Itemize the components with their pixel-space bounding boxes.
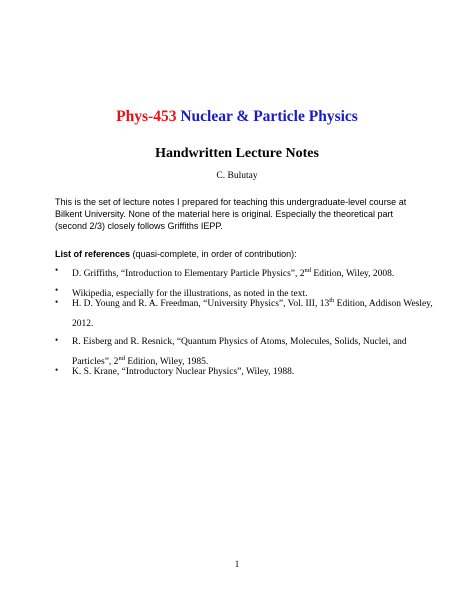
bullet-marker: • [55, 335, 59, 345]
reference-text-part: Edition, Wiley, 2008. [311, 269, 395, 279]
ordinal-superscript: nd [304, 267, 312, 274]
page-number: 1 [234, 559, 240, 569]
document-subtitle: Handwritten Lecture Notes [155, 146, 319, 161]
reference-text-part: Edition, Wiley, 1985. [124, 357, 209, 367]
bullet-marker: • [55, 285, 59, 295]
course-code: Phys-453 [116, 108, 177, 125]
reference-line [72, 264, 424, 284]
reference-text-part: Edition, Addison Wesley, [334, 299, 433, 309]
reference-line: R. Eisberg and R. Resnick, “Quantum Physics of Atoms, Molecules, Solids, Nuclei, and [72, 337, 407, 347]
author-name: C. Bulutay [216, 171, 258, 181]
reference-text-part: H. D. Young and R. A. Freedman, “University Physics”, Vol. III, 13 [72, 299, 330, 309]
reference-text [72, 362, 424, 382]
intro-paragraph: This is the set of lecture notes I prepared for teaching this undergraduate-level course at Bilkent University. None of the material here is original. Especially the theoretical part (second 2/3) closely follows Griffiths IEPP. [55, 197, 407, 231]
reference-text-part: Particles”, 2 [72, 357, 119, 367]
reference-line [72, 294, 433, 314]
course-subject: Nuclear & Particle Physics [180, 108, 358, 125]
reference-line: 2012. [72, 319, 94, 329]
ordinal-superscript: th [329, 297, 335, 304]
references-heading-rest: (quasi-complete, in order of contribution): [130, 249, 297, 259]
reference-text-part: D. Griffiths, “Introduction to Elementary Particle Physics”, 2 [72, 269, 305, 279]
reference-text [72, 264, 424, 284]
references-heading [55, 248, 427, 260]
document-title [0, 108, 474, 126]
reference-line: Wikipedia, especially for the illustrations, as noted in the text. [72, 289, 308, 299]
ordinal-superscript: nd [118, 355, 125, 362]
reference-line: K. S. Krane, “Introductory Nuclear Physics”, Wiley, 1988. [72, 367, 295, 377]
references-heading-bold: List of references [55, 249, 131, 259]
bullet-marker: • [55, 297, 59, 307]
reference-text [72, 294, 433, 334]
bullet-marker: • [55, 365, 59, 375]
bullet-marker: • [55, 265, 59, 275]
